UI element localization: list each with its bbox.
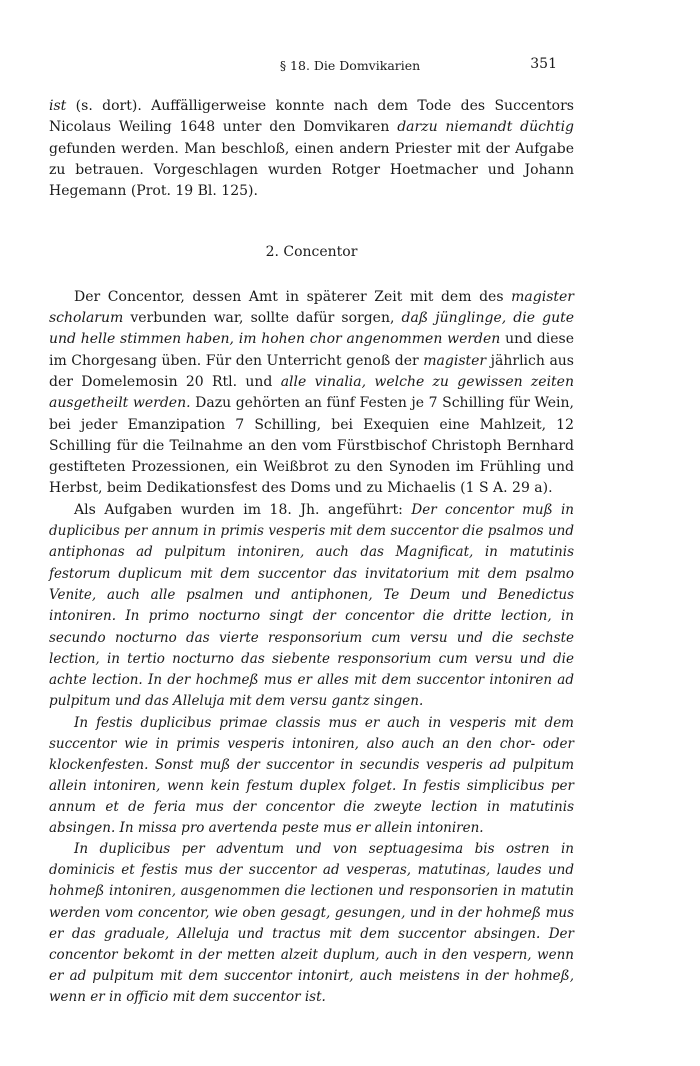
paragraph-concentor-intro — [49, 287, 574, 500]
quoted-phrase: daß jünglinge, die gute und helle stimmen haben, im hohen chor angenommen werden — [49, 310, 574, 348]
quotation: Der concentor muß in duplicibus per annum in primis vesperis mit dem succentor die psalmos und antiphonas ad pulpitum intoniren, auch das Magnificat, in matutinis festorum duplicum mit dem succentor das invitatorium mit dem psalmo Venite, auch alle psalmen und antiphonen, Te Deum und Benedictus intoniren. In primo nocturno singt der concentor die dritte lection, in secundo nocturno das vierte responsorium cum versu und die sechste lection, in tertio nocturno das siebente responsorium cum versu und die achte lection. In der hochmeß mus er alles mit dem succentor intoniren ad pulpitum und das Alleluja mit dem versu gantz singen. — [49, 501, 574, 710]
italic-word: ist — [49, 98, 67, 114]
paragraph-quotation-2: In festis duplicibus primae classis mus er auch in vesperis mit dem succentor wie in primis vesperis intoniren, also auch an den chor- oder klockenfesten. Sonst muß der succentor in secundis vesperis ad pulpitum allein intoniren, wenn kein festum duplex folget. In festis simplicibus per annum et de feria mus der concentor die zweyte lection in matutinis absingen. In missa pro avertenda peste mus er allein intoniren. — [49, 714, 574, 837]
running-title: § 18. Die Domvikarien — [279, 58, 421, 73]
quoted-phrase: alle vinalia, welche zu gewissen zeiten ausgetheilt werden. — [49, 373, 574, 412]
paragraph-quotation-3: In duplicibus per adventum und von septuagesima bis ostren in dominicis et festis mus der succentor ad vesperas, matutinas, laudes und hohmeß intoniren, ausgenommen die lectionen und responsorien in matutin werden vom concentor, wie oben gesagt, gesungen, und in der hohmeß mus er das graduale, Alleluja und tractus mit dem succentor absingen. Der concentor bekomt in der metten alzeit duplum, auch in den vespern, wenn er ad pulpitum mit dem succentor intonirt, auch meistens in der hohmeß, wenn er in officio mit dem succentor ist. — [49, 841, 574, 1005]
paragraph-duties — [49, 500, 574, 713]
quoted-phrase: darzu niemandt düchtig — [397, 119, 575, 136]
text-run: (s. dort). Auffälligerweise konnte nach dem Tode des Succentors Nicolaus Weiling 1648 unter den Domvikaren — [49, 98, 574, 136]
text-run: und diese im Chorgesang üben. Für den Unterricht genoß der — [49, 331, 575, 369]
text-run: Der Concentor, dessen Amt in späterer Zeit mit dem des — [74, 288, 512, 305]
quoted-term: magister — [423, 352, 487, 369]
page-number: 351 — [530, 56, 557, 72]
text-run: gefunden werden. Man beschloß, einen andern Priester mit der Aufgabe zu betrauen. Vorgeschlagen wurden Rotger Hoetmacher und Johann Hegemann (Prot. 19 Bl. 125). — [49, 140, 574, 200]
paragraph-succentor-end — [49, 96, 574, 202]
text-run: jährlich aus der Domelemosin 20 Rtl. und — [49, 352, 574, 390]
quoted-term: magister scholarum — [49, 288, 574, 327]
page-body — [49, 96, 574, 1008]
text-run: Dazu gehörten an fünf Festen je 7 Schilling für Wein, bei jeder Emanzipation 7 Schilling, bei Exequien eine Mahlzeit, 12 Schilling für die Teilnahme an den vom Fürstbischof Christoph Bernhard gestifteten Prozessionen, ein Weißbrot zu den Synoden im Frühling und Herbst, beim Dedikationsfest des Doms und zu Michaelis (1 S A. 29 a). — [49, 395, 574, 497]
section-heading: 2. Concentor — [265, 244, 358, 261]
text-run: Als Aufgaben wurden im 18. Jh. angeführt: — [74, 501, 412, 518]
text-run: verbunden war, sollte dafür sorgen, — [123, 310, 402, 327]
